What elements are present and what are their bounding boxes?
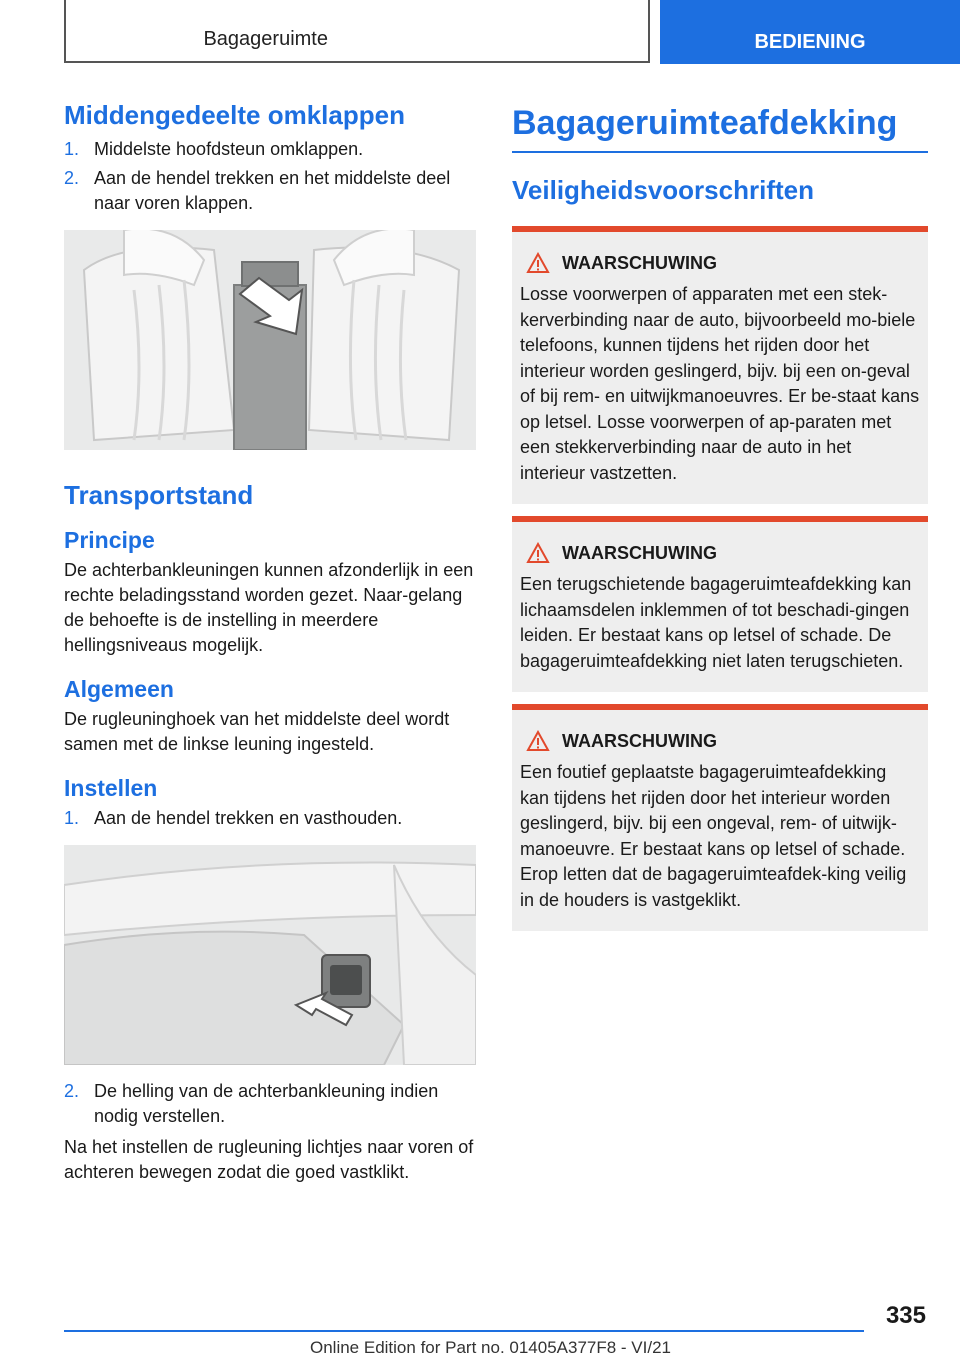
general-title: Algemeen xyxy=(64,676,174,702)
fold-title: Middengedeelte omklappen xyxy=(64,100,405,130)
right-column xyxy=(512,104,928,943)
warning-triangle-icon xyxy=(526,542,550,564)
left-column xyxy=(64,100,476,1185)
warning-triangle-icon xyxy=(526,252,550,274)
footer-edition: Online Edition for Part no. 01405A377F8 - VI/21 xyxy=(310,1338,672,1357)
fold-steps xyxy=(64,137,476,216)
page-number: 335 xyxy=(885,1302,926,1329)
warning-label: WAARSCHUWING xyxy=(562,542,717,563)
adjust-steps xyxy=(64,806,476,831)
warning-text: Losse voorwerpen of apparaten met een stek-kerverbinding naar de auto, bijvoorbeeld mo-biele telefoons, kunnen tijdens het rijden door het interieur worden geslingerd, bijv. bij een on-geval of bij rem- en uitwijkmanoeuvres. Er be-staat kans op letsel. Losse voorwerpen of ap-paraten met een stekkerverbinding naar de auto in het interieur vastzetten. xyxy=(520,284,920,483)
transport-title: Transportstand xyxy=(64,480,254,510)
header-chapter-tab: BEDIENING xyxy=(660,0,960,64)
principle-text: De achterbankleuningen kunnen afzonderlijk in een rechte beladingsstand worden gezet. Naar-gelang de behoefte is de instelling in meerdere hellingsniveaus mogelijk. xyxy=(64,560,474,655)
list-item: 1. Middelste hoofdsteun omklappen. xyxy=(64,139,364,159)
list-item: 2. De helling van de achterbankleuning indien nodig verstellen. xyxy=(64,1081,439,1126)
general-text: De rugleuninghoek van het middelste deel wordt samen met de linkse leuning ingesteld. xyxy=(64,709,450,754)
rear-seat-illustration xyxy=(64,230,476,450)
warning-label: WAARSCHUWING xyxy=(562,730,717,751)
cover-title: Bagageruimteafdekking xyxy=(512,104,928,153)
list-item: 2. Aan de hendel trekken en het middelste deel naar voren klappen. xyxy=(64,168,451,213)
header-frame xyxy=(64,0,650,63)
warning-box-3 xyxy=(512,704,928,931)
closing-text: Na het instellen de rugleuning lichtjes naar voren of achteren bewegen zodat die goed vastklikt. xyxy=(64,1137,474,1182)
warning-box-1 xyxy=(512,226,928,504)
warning-box-2 xyxy=(512,516,928,692)
list-item: 1. Aan de hendel trekken en vasthouden. xyxy=(64,808,403,828)
adjust-steps-continued xyxy=(64,1079,476,1129)
warning-label: WAARSCHUWING xyxy=(562,252,717,273)
warning-triangle-icon xyxy=(526,730,550,752)
adjust-title: Instellen xyxy=(64,775,158,801)
safety-title: Veiligheidsvoorschriften xyxy=(512,175,814,205)
warning-text: Een foutief geplaatste bagageruimteafdekking kan tijdens het rijden door het interieur worden geslingerd, bijv. bij een ongeval, rem- of uitwijk-manoeuvre. Er bestaat kans op letsel of schade. Erop letten dat de bagageruimteafdek-king veilig in de houders is vastgeklikt. xyxy=(520,762,907,910)
footer-divider xyxy=(64,1330,864,1332)
principle-title: Principe xyxy=(64,527,155,553)
header-section-title: Bagageruimte xyxy=(203,28,328,50)
lever-illustration xyxy=(64,845,476,1065)
warning-text: Een terugschietende bagageruimteafdekking kan lichaamsdelen inklemmen of tot beschadi-gingen leiden. Er bestaat kans op letsel of schade. De bagageruimteafdekking niet laten terugschieten. xyxy=(520,574,912,671)
